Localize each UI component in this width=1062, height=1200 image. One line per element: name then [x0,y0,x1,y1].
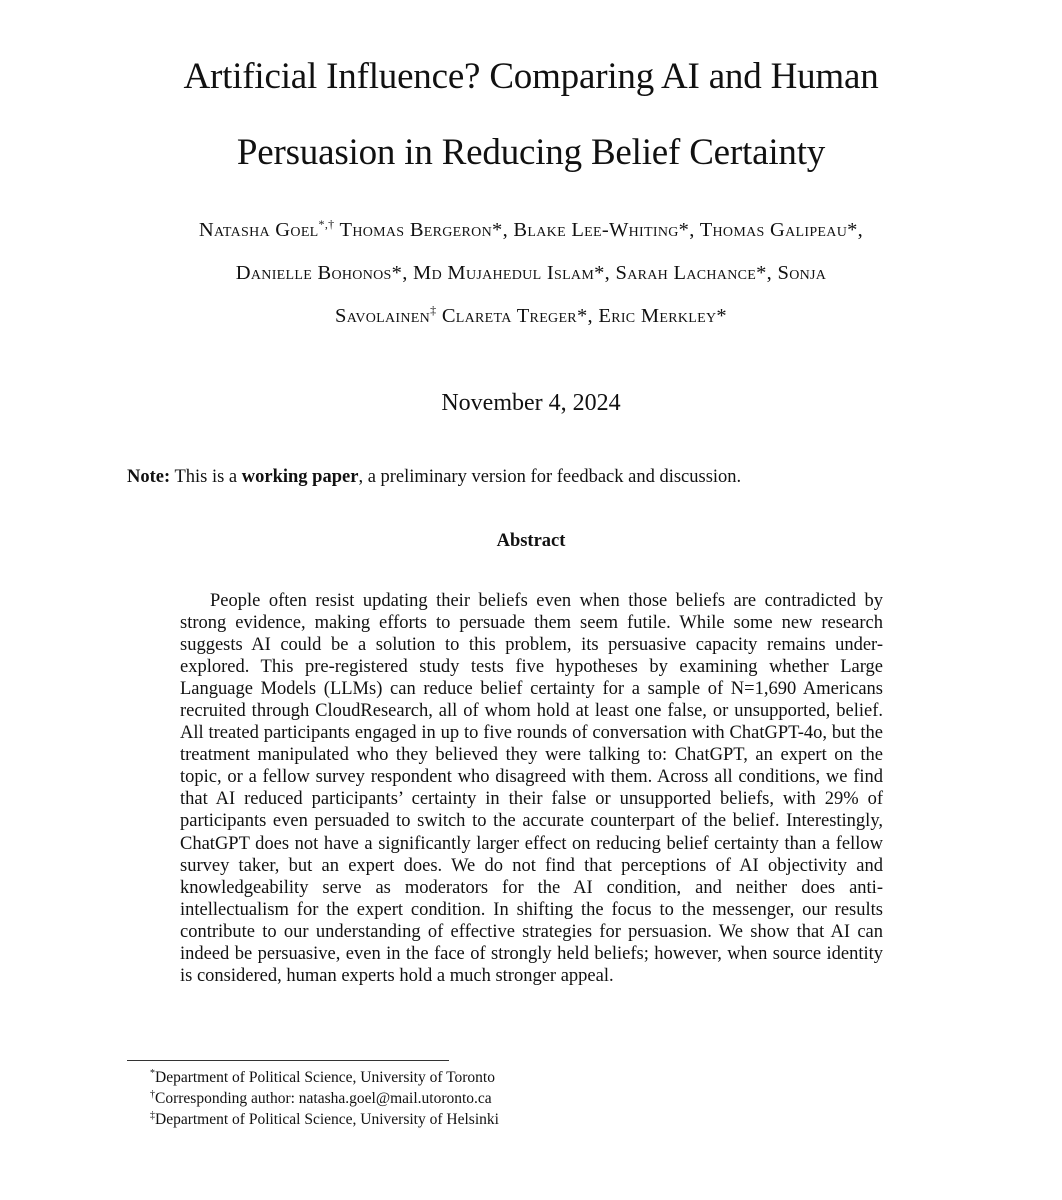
author-list-line-2 [0,263,1062,284]
footnote-mark: * [150,1068,155,1079]
author-separator: , [604,262,616,284]
author-affiliation-mark: * [756,262,767,284]
note-label: Note: [127,467,171,487]
author-separator: , [587,305,599,327]
author-separator: , [502,219,514,241]
author-affiliation-mark: * [716,305,727,327]
author-name: Clareta Treger [441,305,577,327]
author-name: Sarah Lachance [615,262,757,284]
author-affiliation-mark: * [678,219,690,241]
note-text-after: , a preliminary version for feedback and discussion. [358,467,742,487]
footnote-text: Department of Political Science, University of Helsinki [155,1111,499,1128]
footnote-corresponding-author [150,1091,492,1107]
author-affiliation-mark: * [576,305,588,327]
author-name: Eric Merkley [598,305,717,327]
author-list-line-3 [0,303,1062,327]
author-name: Natasha Goel [198,219,319,241]
abstract-heading: Abstract [496,531,566,551]
author-affiliation-mark: * [594,262,605,284]
author-separator: , [857,219,864,241]
working-paper-note [127,468,741,487]
author-separator: , [766,262,778,284]
footnote-text: Corresponding author: natasha.goel@mail.utoronto.ca [155,1090,492,1107]
note-text-before: This is a [170,467,242,487]
note-emphasis: working paper [241,467,359,487]
author-separator: , [689,219,700,241]
footnote-text: Department of Political Science, University of Toronto [155,1069,495,1086]
author-name: Danielle Bohonos [235,262,392,284]
abstract-body: People often resist updating their beliefs even when those beliefs are contradicted by strong evidence, making efforts to persuade them seem futile. While some new research suggests AI could be a solution to this problem, its persuasive capacity remains under-explored. This pre-registered study tests five hypotheses by examining whether Large Language Models (LLMs) can reduce belief certainty for a sample of N=1,690 Americans recruited through CloudResearch, all of whom hold at least one false, or unsupported, belief. All treated participants engaged in up to five rounds of conversation with ChatGPT-4o, but the treatment manipulated who they believed they were talking to: ChatGPT, an expert on the topic, or a fellow survey respondent who disagreed with them. Across all conditions, we find that AI reduced participants’ certainty in their false or unsupported beliefs, with 29% of participants even persuaded to switch to the accurate counterpart of the belief. Interestingly, ChatGPT does not have a significantly larger effect on reducing belief certainty than a fellow survey taker, but an expert does. We do not find that perceptions of AI objectivity and knowledgeability serve as moderators for the AI condition, and neither does anti-intellectualism for the expert condition. In shifting the focus to the messenger, our results contribute to our understanding of effective strategies for persuasion. We show that AI can indeed be persuasive, even in the face of strongly held beliefs; however, when source identity is considered, human experts hold a much stronger appeal. [180,591,883,986]
footnote-affiliation-toronto [150,1070,495,1086]
author-name: Sonja [777,262,827,284]
author-separator: , [402,262,414,284]
author-list-line-1 [0,217,1062,241]
author-affiliation-mark: * [492,219,503,241]
author-affiliation-mark: * [391,262,403,284]
author-affiliation-mark: ‡ [430,303,437,317]
author-affiliation-mark: * [847,219,858,241]
paper-title-line-1: Artificial Influence? Comparing AI and Human [183,56,879,97]
author-affiliation-mark: *,† [318,217,335,231]
author-name: Thomas Galipeau [699,219,848,241]
author-name: Md Mujahedul Islam [413,262,595,284]
author-name: Savolainen [335,305,431,327]
footnote-divider [127,1060,449,1061]
author-name: Blake Lee-Whiting [513,219,679,241]
publication-date: November 4, 2024 [441,390,621,416]
paper-title-line-2: Persuasion in Reducing Belief Certainty [236,132,826,173]
footnote-mark: † [150,1089,155,1100]
footnote-affiliation-helsinki [150,1112,499,1128]
author-name: Thomas Bergeron [339,219,492,241]
footnote-mark: ‡ [150,1110,155,1121]
